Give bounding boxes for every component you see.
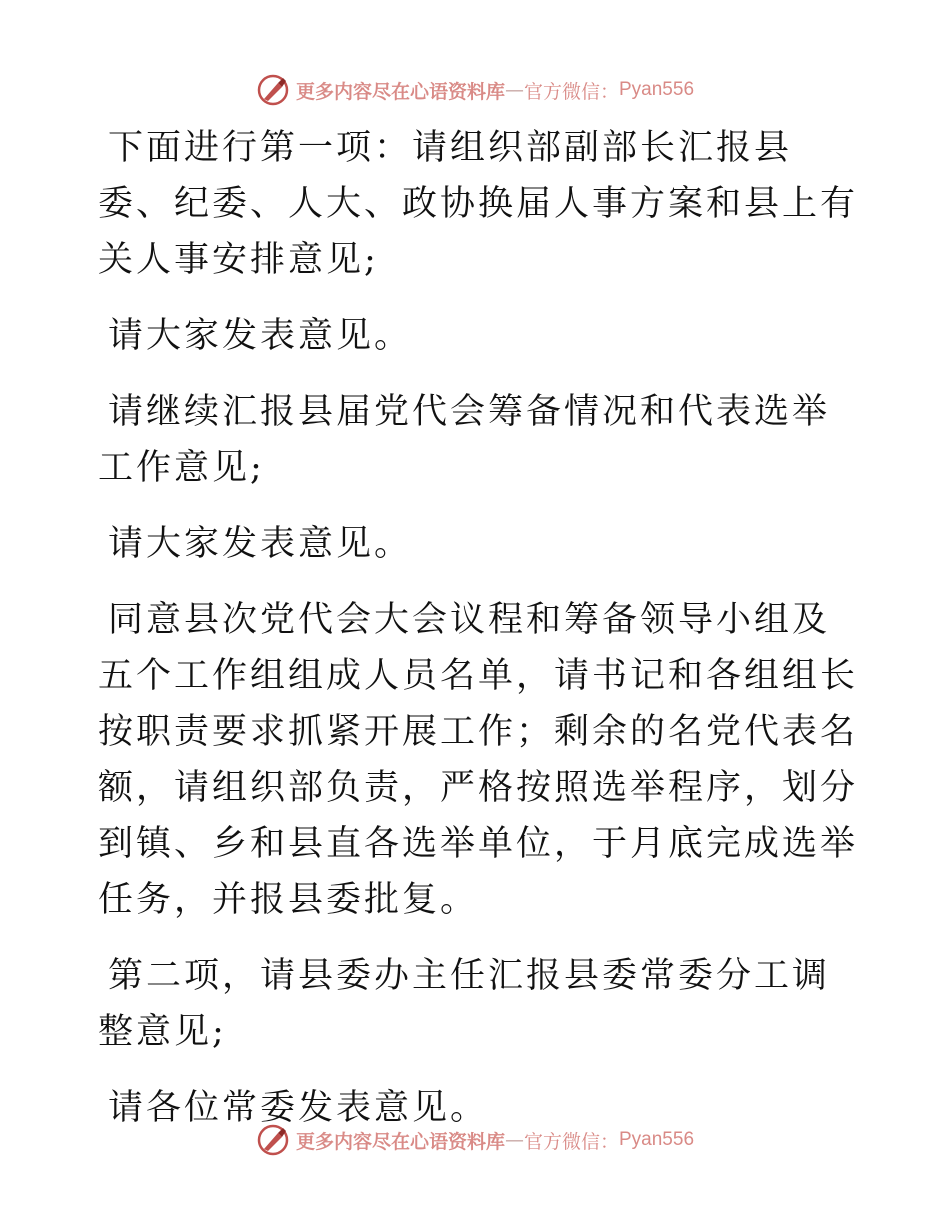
watermark-sub: 官方微信： — [523, 80, 619, 103]
header-watermark — [0, 70, 950, 110]
paragraph: 请继续汇报县届党代会筹备情况和代表选举工作意见; — [98, 392, 831, 488]
watermark-sub: 官方微信： — [523, 1130, 619, 1153]
watermark-id: Pyan556 — [619, 79, 695, 100]
document-body — [98, 120, 858, 1156]
watermark-text: 更多内容尽在心语资料库 — [295, 1130, 505, 1153]
paragraph: 请大家发表意见。 — [108, 316, 413, 356]
pen-logo-icon — [256, 73, 290, 107]
paragraph: 同意县次党代会大会议程和筹备领导小组及五个工作组组成人员名单，请书记和各组组长按职责要求抓紧开展工作；剩余的名党代表名额，请组织部负责，严格按照选举程序，划分到镇、乡和县直各选举单位，于月底完成选举任务，并报县委批复。 — [98, 600, 859, 920]
paragraph: 第二项，请县委办主任汇报县委常委分工调整意见; — [98, 956, 831, 1052]
watermark-dash: — — [504, 1129, 524, 1151]
paragraph: 请大家发表意见。 — [108, 524, 413, 564]
paragraph: 请各位常委发表意见。 — [108, 1088, 489, 1128]
pen-logo-icon — [256, 1123, 290, 1157]
watermark-text: 更多内容尽在心语资料库 — [295, 80, 505, 103]
watermark-dash: — — [504, 79, 524, 101]
watermark-id: Pyan556 — [619, 1129, 695, 1150]
footer-watermark — [0, 1120, 950, 1160]
paragraph: 下面进行第一项：请组织部副部长汇报县委、纪委、人大、政协换届人事方案和县上有关人事安排意见; — [98, 128, 859, 280]
